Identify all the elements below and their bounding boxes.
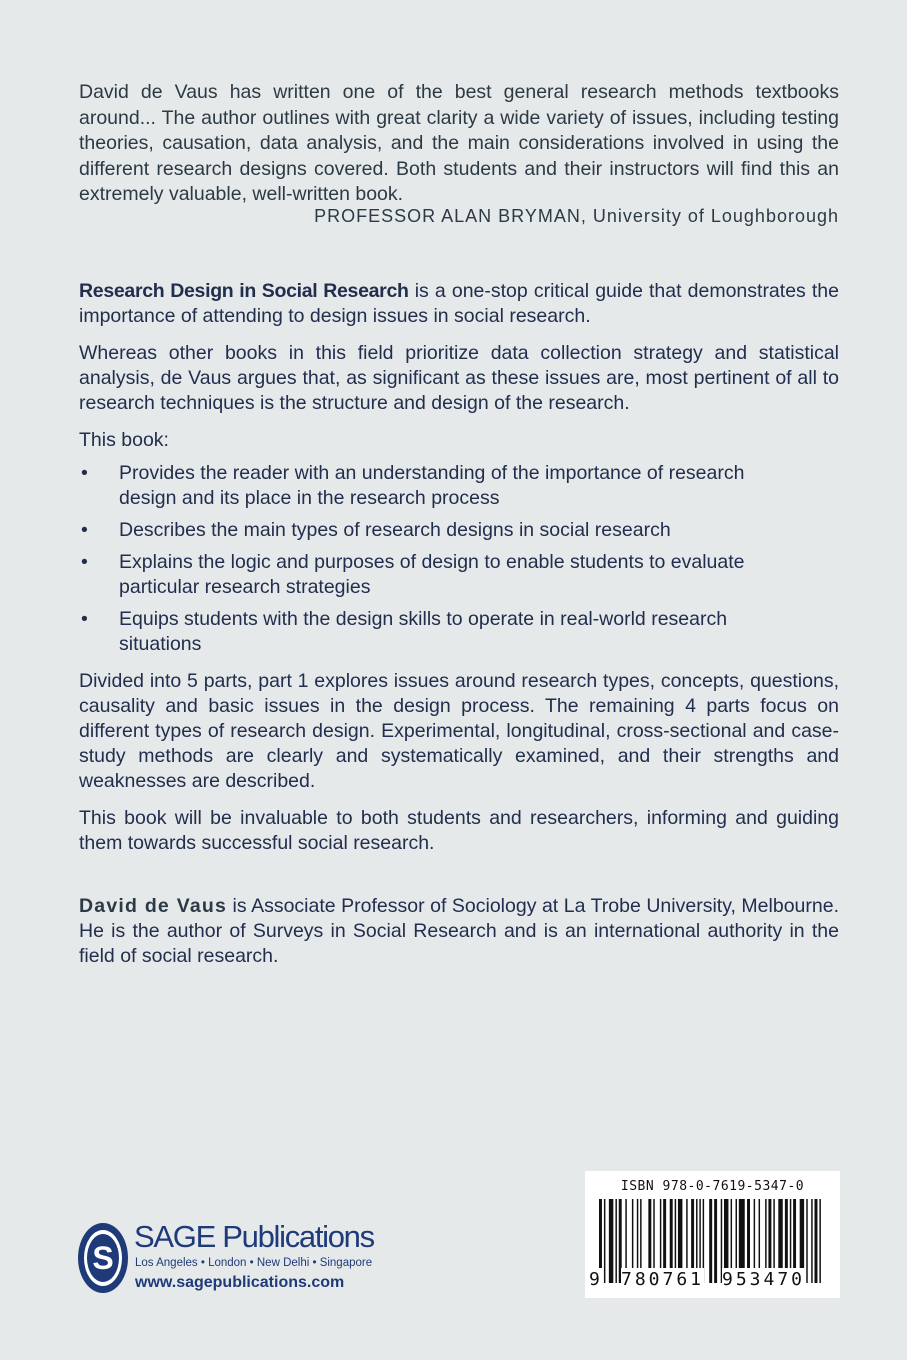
list-item-text: Describes the main types of research designs in social research <box>119 519 671 541</box>
book-description <box>79 279 839 868</box>
list-item <box>79 607 839 657</box>
description-paragraph-4: This book will be invaluable to both students and researchers, informing and guiding them towards successful social research. <box>79 807 839 854</box>
list-item-text: Explains the logic and purposes of design to enable students to evaluate particular research strategies <box>119 551 745 598</box>
isbn-barcode <box>585 1171 840 1298</box>
list-heading: This book: <box>79 429 169 451</box>
isbn-label: ISBN 978-0-7619-5347-0 <box>620 1179 805 1194</box>
publisher-block <box>77 1219 407 1294</box>
bullet-icon: • <box>81 462 88 484</box>
barcode-digit-group-1: 780761 <box>621 1269 705 1290</box>
barcode-digit-group-2: 953470 <box>722 1269 806 1290</box>
barcode-digits <box>589 1268 834 1292</box>
publisher-cities: Los Angeles • London • New Delhi • Singapore <box>135 1257 373 1269</box>
description-paragraph-3: Divided into 5 parts, part 1 explores issues around research types, concepts, questions, causality and basic issues in the design process. The remaining 4 parts focus on different types of research design. Experimental, longitudinal, cross-sectional and case-study methods are clearly and systematically examined, and their strengths and weaknesses are described. <box>79 670 839 792</box>
list-item-text: Provides the reader with an understanding of the importance of research design and its place in the research process <box>119 462 745 509</box>
author-bio <box>79 894 839 969</box>
author-name: David de Vaus <box>79 895 228 917</box>
description-paragraph-2: Whereas other books in this field prioritize data collection strategy and statistical analysis, de Vaus argues that, as significant as these issues are, most pertinent of all to research techniques is the structure and design of the research. <box>79 342 839 414</box>
bullet-icon: • <box>81 608 88 630</box>
publisher-name: SAGE Publications <box>134 1219 374 1254</box>
feature-list <box>79 461 839 657</box>
list-item <box>79 550 839 600</box>
endorsement-attribution: PROFESSOR ALAN BRYMAN, University of Loughborough <box>314 206 839 226</box>
description-intro-text: is a one-stop critical guide that demonstrates the importance of attending to design issues in social research. <box>79 280 840 327</box>
bullet-icon: • <box>81 551 88 573</box>
list-item <box>79 461 839 511</box>
endorsement-quote: David de Vaus has written one of the best general research methods textbooks around... The author outlines with great clarity a wide variety of issues, including testing theories, causation, data analysis, and the main considerations involved in using the different research designs covered. Both students and their instructors will find this an extremely valuable, well-written book. <box>79 81 839 205</box>
barcode-digit-first: 9 <box>589 1269 603 1290</box>
book-title: Research Design in Social Research <box>79 280 409 302</box>
sage-logo-icon <box>77 1222 129 1294</box>
list-item-text: Equips students with the design skills to operate in real-world research situations <box>119 608 728 655</box>
publisher-url: www.sagepublications.com <box>135 1274 345 1291</box>
author-bio-text: is Associate Professor of Sociology at La Trobe University, Melbourne. He is the author of Surveys in Social Research and is an international authority in the field of social research. <box>79 895 839 967</box>
bullet-icon: • <box>81 519 88 541</box>
logo-letter: S <box>92 1240 114 1276</box>
description-intro <box>79 279 839 329</box>
list-item <box>79 518 839 543</box>
